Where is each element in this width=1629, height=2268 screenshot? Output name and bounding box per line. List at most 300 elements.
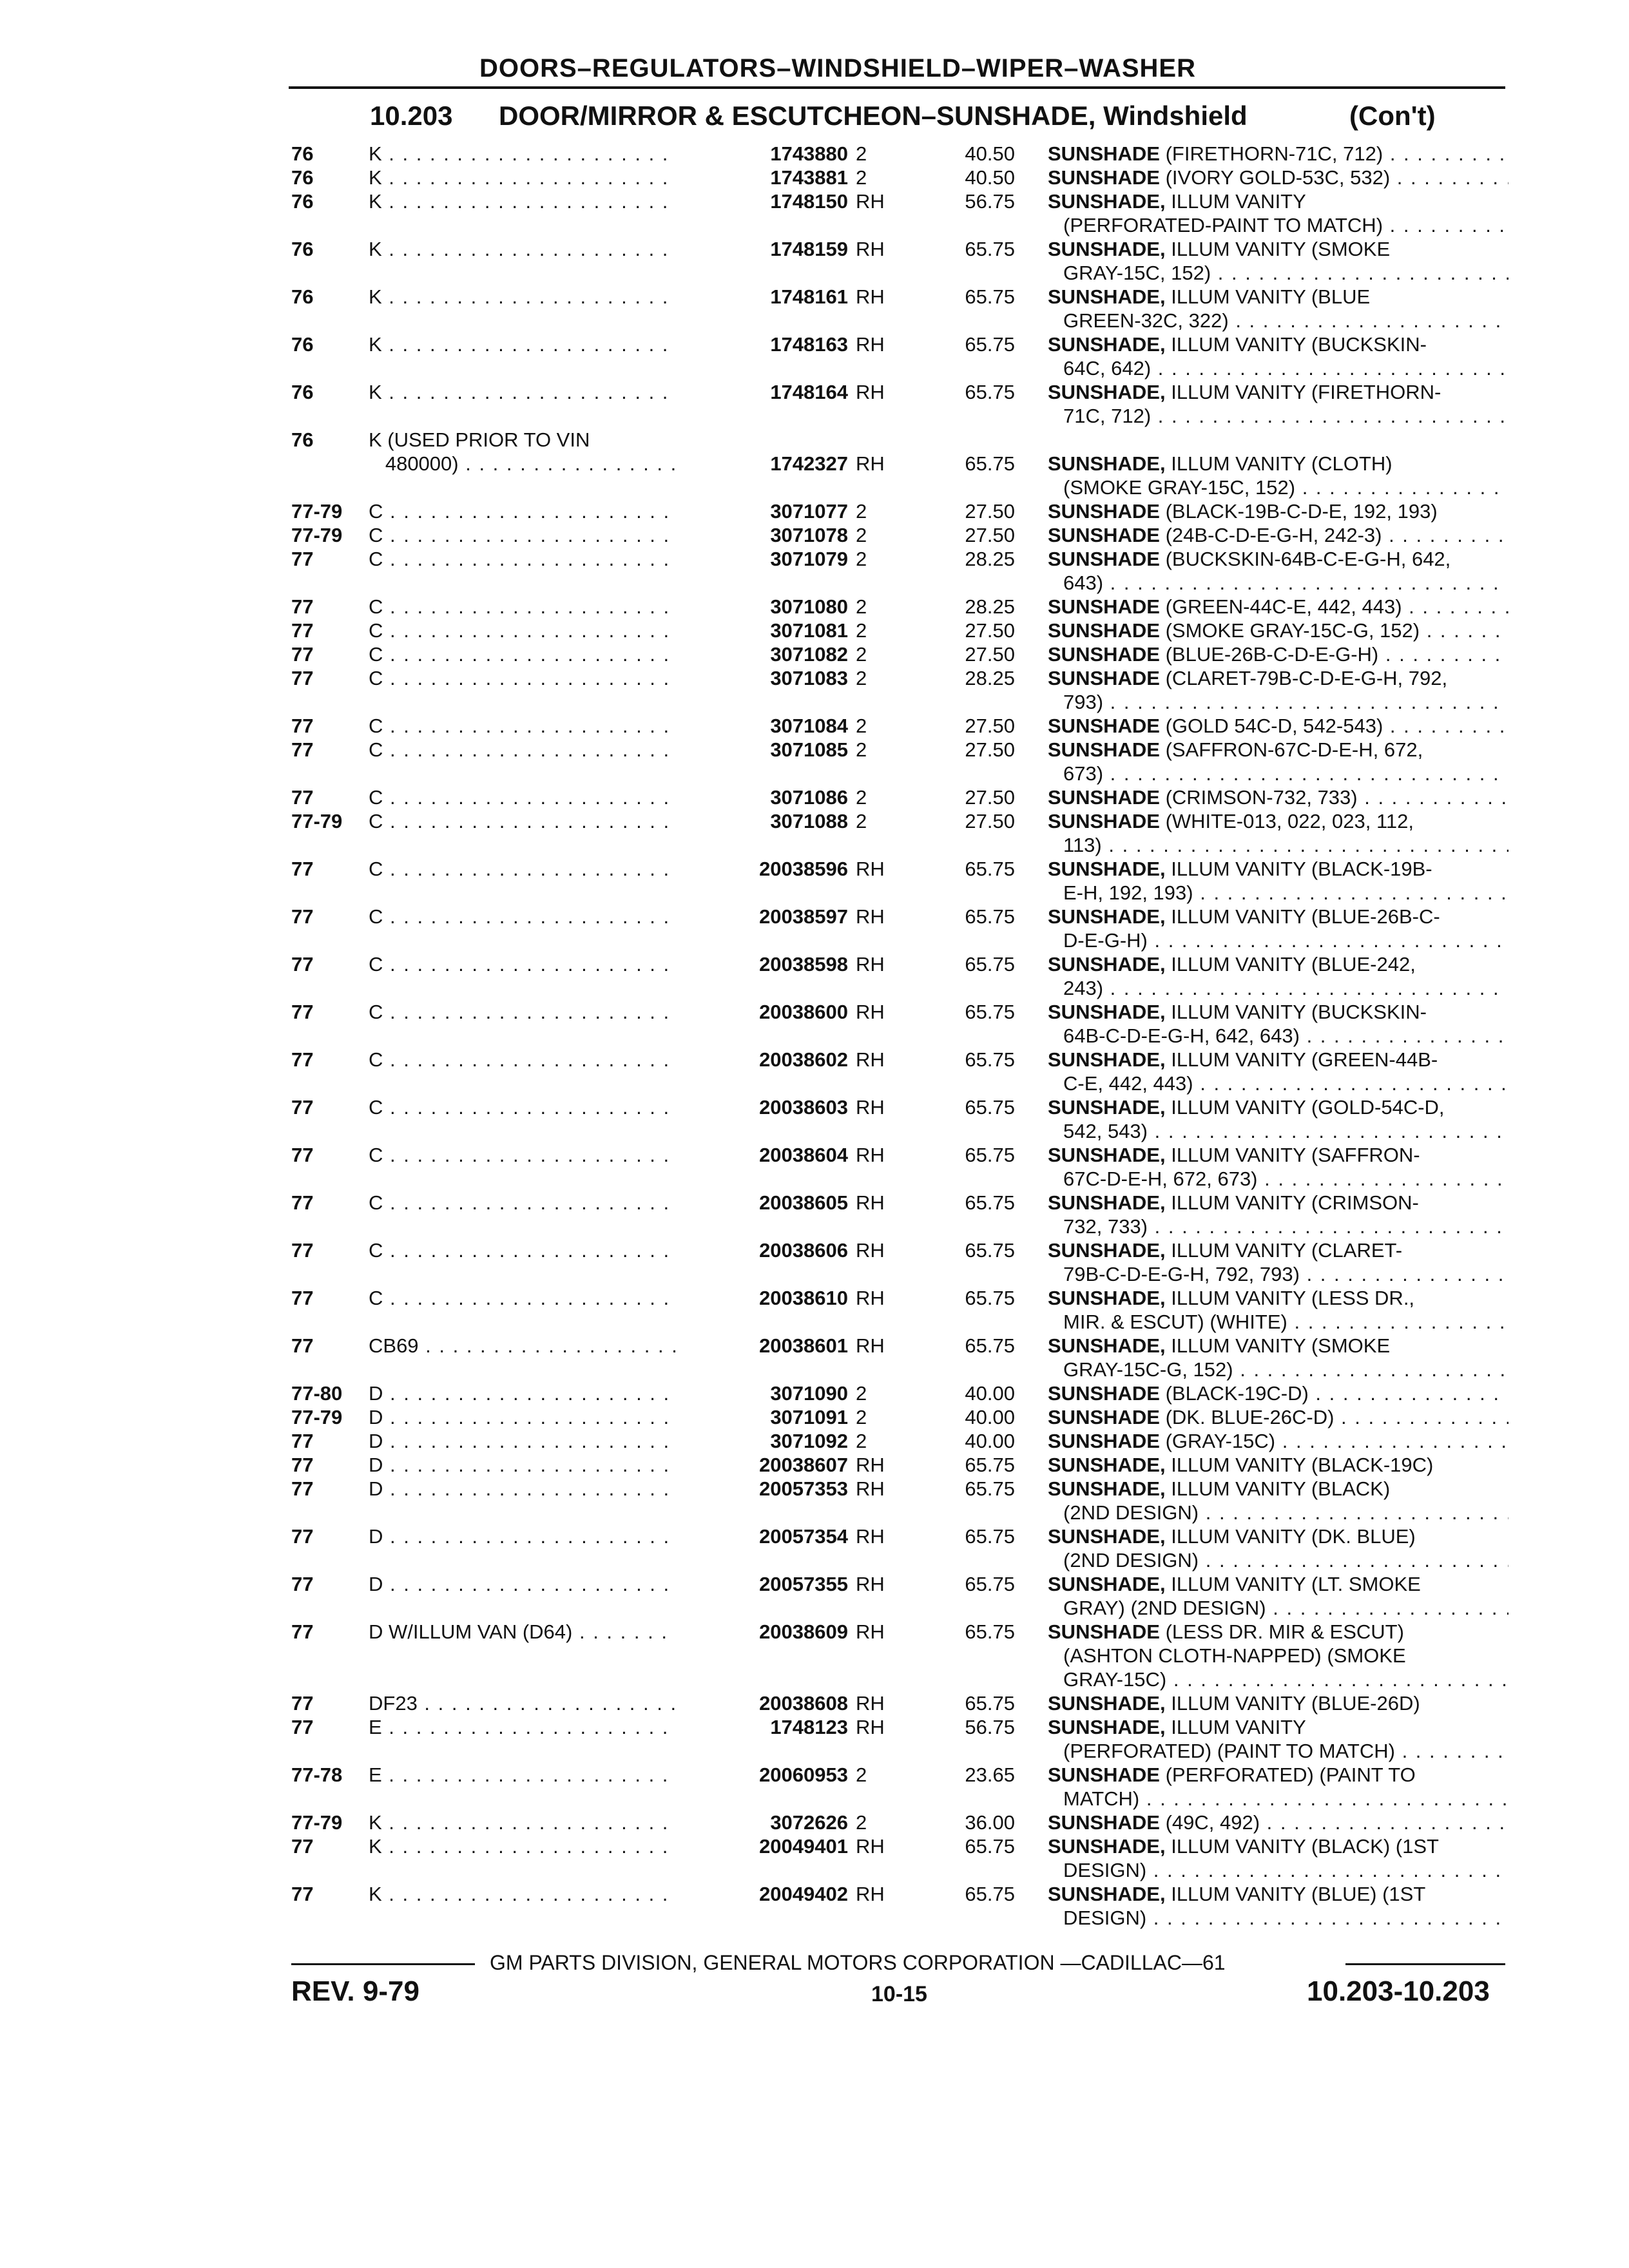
part-description xyxy=(1048,1238,1509,1262)
model-year: 77 xyxy=(291,1573,314,1595)
list-item xyxy=(0,714,1629,738)
list-item xyxy=(0,857,1629,881)
part-number: 20038601 xyxy=(677,1334,848,1358)
part-detail: ILLUM VANITY (BUCKSKIN- xyxy=(1165,1001,1427,1023)
list-item xyxy=(0,1191,1629,1215)
model-year: 77 xyxy=(291,1239,314,1262)
part-name: SUNSHADE xyxy=(1048,595,1160,618)
part-name: SUNSHADE, xyxy=(1048,1191,1166,1214)
part-detail-continued: C-E, 442, 443) xyxy=(1063,1072,1193,1095)
list-item xyxy=(0,523,1629,547)
list-item xyxy=(0,905,1629,928)
model-code: C . . . xyxy=(369,809,710,833)
part-name: SUNSHADE, xyxy=(1048,1048,1166,1071)
part-name: SUNSHADE, xyxy=(1048,1716,1166,1738)
part-description xyxy=(1048,1644,1509,1667)
part-detail: ILLUM VANITY (BLUE) (1ST xyxy=(1165,1883,1426,1905)
list-item xyxy=(0,1620,1629,1644)
part-number: 3071083 xyxy=(677,666,848,690)
part-name: SUNSHADE, xyxy=(1048,1454,1166,1476)
model-year: 77 xyxy=(291,1430,314,1452)
model-code: K . . . xyxy=(369,285,710,309)
model-year: 77-80 xyxy=(291,1382,343,1405)
part-detail-continued: 643) xyxy=(1063,572,1104,594)
price: 65.75 xyxy=(965,1692,1015,1715)
quantity: 2 xyxy=(856,1763,867,1786)
model-year: 77 xyxy=(291,1287,314,1309)
part-description xyxy=(1048,1000,1509,1024)
part-name: SUNSHADE, xyxy=(1048,1334,1166,1357)
part-description xyxy=(1048,1811,1509,1834)
part-number: 3071086 xyxy=(677,785,848,809)
list-item-continuation xyxy=(0,1667,1629,1691)
model-code: C . . . xyxy=(369,666,710,690)
model-code: C . . . xyxy=(369,714,710,738)
part-detail-continued: DESIGN) xyxy=(1063,1859,1147,1881)
quantity: RH xyxy=(856,285,885,308)
part-detail: ILLUM VANITY (CRIMSON- xyxy=(1165,1191,1419,1214)
part-name: SUNSHADE, xyxy=(1048,953,1166,975)
section-title: DOOR/MIRROR & ESCUTCHEON–SUNSHADE, Windshield xyxy=(499,101,1248,131)
footer-section-reference: 10.203-10.203 xyxy=(1307,1975,1490,2007)
model-code: K . . . xyxy=(369,1882,710,1906)
quantity: 2 xyxy=(856,1430,867,1452)
part-detail: ILLUM VANITY (BLACK) (1ST xyxy=(1165,1835,1439,1858)
part-description xyxy=(1048,1715,1509,1739)
quantity: 2 xyxy=(856,1811,867,1834)
part-detail: (BLACK-19B-C-D-E, 192, 193) xyxy=(1159,500,1438,523)
quantity: RH xyxy=(856,905,885,928)
part-detail: ILLUM VANITY (BLACK-19B- xyxy=(1165,858,1432,880)
quantity: RH xyxy=(856,1573,885,1595)
list-item xyxy=(0,1477,1629,1501)
list-item xyxy=(0,332,1629,356)
model-code: K . . . xyxy=(369,189,710,213)
list-item-continuation xyxy=(0,571,1629,595)
model-year: 76 xyxy=(291,142,314,165)
part-description xyxy=(1048,785,1509,809)
part-description xyxy=(1048,1739,1509,1763)
list-item xyxy=(0,809,1629,833)
model-code: C . . . xyxy=(369,595,710,619)
header-divider xyxy=(289,86,1505,89)
quantity: 2 xyxy=(856,619,867,642)
price: 56.75 xyxy=(965,190,1015,213)
part-name: SUNSHADE, xyxy=(1048,1239,1166,1262)
model-year: 77 xyxy=(291,1716,314,1738)
model-code: 480000) . . . xyxy=(369,452,710,476)
list-item xyxy=(0,189,1629,213)
part-name: SUNSHADE, xyxy=(1048,1573,1166,1595)
model-year: 77 xyxy=(291,1334,314,1357)
part-description xyxy=(1048,619,1509,642)
price: 65.75 xyxy=(965,1287,1015,1309)
price: 40.00 xyxy=(965,1430,1015,1452)
list-item-continuation xyxy=(0,881,1629,905)
model-code: K . . . xyxy=(369,237,710,261)
footer-rule-right xyxy=(1345,1963,1505,1965)
price: 65.75 xyxy=(965,381,1015,403)
list-item xyxy=(0,595,1629,619)
quantity: RH xyxy=(856,190,885,213)
list-item-continuation xyxy=(0,1215,1629,1238)
part-detail: (BUCKSKIN-64B-C-E-G-H, 642, xyxy=(1159,548,1451,570)
model-code: C . . . xyxy=(369,785,710,809)
quantity: RH xyxy=(856,1048,885,1071)
part-description xyxy=(1048,547,1509,571)
part-name: SUNSHADE xyxy=(1048,1811,1160,1834)
continued-label: (Con't) xyxy=(1349,101,1436,131)
part-number: 1748163 xyxy=(677,332,848,356)
price: 27.50 xyxy=(965,524,1015,546)
part-detail: (24B-C-D-E-G-H, 242-3) xyxy=(1159,524,1382,546)
part-description xyxy=(1048,1524,1509,1548)
part-detail: ILLUM VANITY (DK. BLUE) xyxy=(1165,1525,1416,1548)
page-header-title: DOORS–REGULATORS–WINDSHIELD–WIPER–WASHER xyxy=(479,54,1196,82)
model-year: 77 xyxy=(291,1096,314,1119)
part-detail: ILLUM VANITY (LT. SMOKE xyxy=(1165,1573,1421,1595)
part-number: 20038597 xyxy=(677,905,848,928)
model-year: 77 xyxy=(291,715,314,737)
part-detail-continued: (PERFORATED-PAINT TO MATCH) xyxy=(1063,214,1383,236)
quantity: RH xyxy=(856,1620,885,1643)
part-name: SUNSHADE xyxy=(1048,1430,1160,1452)
part-detail: (LESS DR. MIR & ESCUT) xyxy=(1159,1620,1404,1643)
price: 65.75 xyxy=(965,333,1015,356)
part-number: 3071091 xyxy=(677,1405,848,1429)
footer-page-number: 10-15 xyxy=(871,1982,927,2006)
section-heading xyxy=(370,101,1436,131)
part-detail-continued: 64C, 642) xyxy=(1063,357,1152,380)
list-item xyxy=(0,1811,1629,1834)
part-description xyxy=(1048,499,1509,523)
part-name: SUNSHADE xyxy=(1048,643,1160,666)
part-detail: (GRAY-15C) xyxy=(1159,1430,1276,1452)
model-year: 77 xyxy=(291,643,314,666)
quantity: RH xyxy=(856,1334,885,1357)
price: 40.50 xyxy=(965,142,1015,165)
price: 65.75 xyxy=(965,1525,1015,1548)
list-item-continuation xyxy=(0,833,1629,857)
part-detail: ILLUM VANITY (BLUE xyxy=(1165,285,1371,308)
part-number: 3071080 xyxy=(677,595,848,619)
price: 27.50 xyxy=(965,738,1015,761)
model-year: 77-79 xyxy=(291,1406,343,1428)
part-detail: ILLUM VANITY (CLOTH) xyxy=(1165,452,1393,475)
model-code: K . . . xyxy=(369,380,710,404)
part-name: SUNSHADE xyxy=(1048,1382,1160,1405)
model-code: D . . . xyxy=(369,1405,710,1429)
part-number: 20038605 xyxy=(677,1191,848,1215)
list-item xyxy=(0,1000,1629,1024)
part-name: SUNSHADE, xyxy=(1048,858,1166,880)
part-detail: ILLUM VANITY (GOLD-54C-D, xyxy=(1165,1096,1445,1119)
part-number: 20038600 xyxy=(677,1000,848,1024)
part-description xyxy=(1048,666,1509,690)
part-number: 20038604 xyxy=(677,1143,848,1167)
price: 27.50 xyxy=(965,786,1015,809)
list-item xyxy=(0,1572,1629,1596)
part-detail-continued: GRAY-15C) xyxy=(1063,1668,1167,1691)
part-name: SUNSHADE, xyxy=(1048,1477,1166,1500)
price: 40.50 xyxy=(965,166,1015,189)
list-item xyxy=(0,1453,1629,1477)
quantity: RH xyxy=(856,1716,885,1738)
list-item xyxy=(0,952,1629,976)
part-number: 1748123 xyxy=(677,1715,848,1739)
model-code: K . . . xyxy=(369,1811,710,1834)
part-detail: ILLUM VANITY (SMOKE xyxy=(1165,1334,1391,1357)
model-code: C . . . xyxy=(369,1143,710,1167)
model-code: C . . . xyxy=(369,952,710,976)
price: 23.65 xyxy=(965,1763,1015,1786)
part-name: SUNSHADE, xyxy=(1048,1883,1166,1905)
part-detail-continued: MIR. & ESCUT) (WHITE) xyxy=(1063,1311,1287,1333)
part-name: SUNSHADE xyxy=(1048,166,1160,189)
part-detail-continued: GRAY) (2ND DESIGN) xyxy=(1063,1597,1266,1619)
list-item xyxy=(0,1763,1629,1787)
part-description xyxy=(1048,1667,1509,1691)
quantity: 2 xyxy=(856,667,867,689)
list-item-continuation xyxy=(0,1024,1629,1048)
price: 36.00 xyxy=(965,1811,1015,1834)
list-item-continuation xyxy=(0,1072,1629,1095)
list-item-continuation xyxy=(0,1858,1629,1882)
part-detail-continued: (PERFORATED) (PAINT TO MATCH) xyxy=(1063,1740,1395,1762)
price: 40.00 xyxy=(965,1406,1015,1428)
quantity: RH xyxy=(856,1144,885,1166)
price: 65.75 xyxy=(965,1001,1015,1023)
list-item xyxy=(0,666,1629,690)
part-description xyxy=(1048,261,1509,285)
model-year: 77-78 xyxy=(291,1763,343,1786)
list-item xyxy=(0,499,1629,523)
part-number: 3071082 xyxy=(677,642,848,666)
part-number: 20038610 xyxy=(677,1286,848,1310)
part-name: SUNSHADE, xyxy=(1048,238,1166,260)
model-year: 77-79 xyxy=(291,1811,343,1834)
quantity: 2 xyxy=(856,810,867,832)
model-code: K . . . xyxy=(369,1834,710,1858)
model-year: 76 xyxy=(291,166,314,189)
part-detail: ILLUM VANITY (BUCKSKIN- xyxy=(1165,333,1427,356)
quantity: RH xyxy=(856,1477,885,1500)
model-year: 77-79 xyxy=(291,810,343,832)
part-description xyxy=(1048,1906,1509,1930)
part-detail: (SAFFRON-67C-D-E-H, 672, xyxy=(1159,738,1423,761)
part-number: 3071077 xyxy=(677,499,848,523)
part-name: SUNSHADE, xyxy=(1048,1144,1166,1166)
model-code: E . . . xyxy=(369,1763,710,1787)
model-code: D . . . xyxy=(369,1477,710,1501)
part-name: SUNSHADE, xyxy=(1048,905,1166,928)
part-detail: ILLUM VANITY (BLACK) xyxy=(1165,1477,1391,1500)
part-description xyxy=(1048,1477,1509,1501)
part-description xyxy=(1048,380,1509,404)
part-description xyxy=(1048,356,1509,380)
part-name: SUNSHADE xyxy=(1048,524,1160,546)
part-name: SUNSHADE, xyxy=(1048,285,1166,308)
model-year: 77 xyxy=(291,1692,314,1715)
model-code: D . . . xyxy=(369,1453,710,1477)
price: 65.75 xyxy=(965,285,1015,308)
model-code: K . . . xyxy=(369,166,710,189)
list-item xyxy=(0,1334,1629,1358)
model-year: 77 xyxy=(291,1001,314,1023)
part-description xyxy=(1048,1381,1509,1405)
part-number: 3071092 xyxy=(677,1429,848,1453)
section-number: 10.203 xyxy=(370,101,453,131)
part-name: SUNSHADE, xyxy=(1048,1096,1166,1119)
price: 65.75 xyxy=(965,1048,1015,1071)
part-description xyxy=(1048,1215,1509,1238)
part-number: 1748159 xyxy=(677,237,848,261)
part-description xyxy=(1048,571,1509,595)
part-detail-continued: 79B-C-D-E-G-H, 792, 793) xyxy=(1063,1263,1300,1285)
part-description xyxy=(1048,809,1509,833)
quantity: RH xyxy=(856,1692,885,1715)
quantity: RH xyxy=(856,1287,885,1309)
list-item-continuation xyxy=(0,1119,1629,1143)
model-year: 77 xyxy=(291,786,314,809)
part-description xyxy=(1048,1095,1509,1119)
list-item xyxy=(0,166,1629,189)
list-item xyxy=(0,619,1629,642)
part-description xyxy=(1048,1286,1509,1310)
part-number: 20038603 xyxy=(677,1095,848,1119)
part-number: 20038608 xyxy=(677,1691,848,1715)
part-name: SUNSHADE, xyxy=(1048,381,1166,403)
list-item-continuation xyxy=(0,261,1629,285)
list-item xyxy=(0,1691,1629,1715)
model-year: 77 xyxy=(291,905,314,928)
price: 65.75 xyxy=(965,1144,1015,1166)
part-number: 3072626 xyxy=(677,1811,848,1834)
quantity: 2 xyxy=(856,500,867,523)
part-description xyxy=(1048,1572,1509,1596)
part-number: 20057355 xyxy=(677,1572,848,1596)
part-detail-continued: GRAY-15C-G, 152) xyxy=(1063,1358,1233,1381)
part-name: SUNSHADE xyxy=(1048,1406,1160,1428)
quantity: 2 xyxy=(856,1406,867,1428)
model-year: 77 xyxy=(291,1525,314,1548)
part-description xyxy=(1048,881,1509,905)
price: 65.75 xyxy=(965,953,1015,975)
part-name: SUNSHADE xyxy=(1048,810,1160,832)
list-item-continuation xyxy=(0,213,1629,237)
part-name: SUNSHADE xyxy=(1048,1620,1160,1643)
price: 65.75 xyxy=(965,1620,1015,1643)
quantity: RH xyxy=(856,953,885,975)
quantity: 2 xyxy=(856,643,867,666)
quantity: RH xyxy=(856,333,885,356)
part-detail: ILLUM VANITY (CLARET- xyxy=(1165,1239,1403,1262)
part-detail-continued: 71C, 712) xyxy=(1063,405,1152,427)
part-detail-continued: MATCH) xyxy=(1063,1787,1140,1810)
part-description xyxy=(1048,1787,1509,1811)
model-code: C . . . xyxy=(369,499,710,523)
part-description xyxy=(1048,1596,1509,1620)
part-description xyxy=(1048,952,1509,976)
list-item xyxy=(0,1524,1629,1548)
part-detail: ILLUM VANITY (BLUE-26D) xyxy=(1165,1692,1420,1715)
part-name: SUNSHADE, xyxy=(1048,1525,1166,1548)
part-description xyxy=(1048,1310,1509,1334)
list-item xyxy=(0,1715,1629,1739)
part-number: 20057354 xyxy=(677,1524,848,1548)
quantity: 2 xyxy=(856,715,867,737)
price: 65.75 xyxy=(965,1191,1015,1214)
model-year: 77 xyxy=(291,1835,314,1858)
quantity: RH xyxy=(856,1096,885,1119)
part-detail: ILLUM VANITY (LESS DR., xyxy=(1165,1287,1415,1309)
model-code: C . . . xyxy=(369,1095,710,1119)
price: 28.25 xyxy=(965,595,1015,618)
part-description xyxy=(1048,1334,1509,1358)
part-description xyxy=(1048,189,1509,213)
price: 56.75 xyxy=(965,1716,1015,1738)
part-name: SUNSHADE, xyxy=(1048,1835,1166,1858)
model-code: D . . . xyxy=(369,1572,710,1596)
model-year: 77 xyxy=(291,1048,314,1071)
part-description xyxy=(1048,1620,1509,1644)
model-code: C . . . xyxy=(369,547,710,571)
price: 27.50 xyxy=(965,619,1015,642)
price: 65.75 xyxy=(965,905,1015,928)
parts-list xyxy=(0,142,1629,1930)
part-number: 1748164 xyxy=(677,380,848,404)
list-item-continuation xyxy=(0,404,1629,428)
part-number: 1743880 xyxy=(677,142,848,166)
part-name: SUNSHADE, xyxy=(1048,1692,1166,1715)
part-description xyxy=(1048,976,1509,1000)
list-item xyxy=(0,452,1629,476)
part-description xyxy=(1048,738,1509,762)
part-name: SUNSHADE xyxy=(1048,786,1160,809)
model-code: K . . . xyxy=(369,142,710,166)
part-description xyxy=(1048,1191,1509,1215)
part-detail-continued: (2ND DESIGN) xyxy=(1063,1549,1199,1571)
part-detail: (IVORY GOLD-53C, 532) xyxy=(1159,166,1391,189)
model-year: 77-79 xyxy=(291,524,343,546)
model-code: K (USED PRIOR TO VIN xyxy=(369,428,590,451)
model-year: 77 xyxy=(291,1620,314,1643)
list-item-continuation xyxy=(0,928,1629,952)
quantity: 2 xyxy=(856,142,867,165)
part-detail: ILLUM VANITY (GREEN-44B- xyxy=(1165,1048,1438,1071)
part-detail-continued: 64B-C-D-E-G-H, 642, 643) xyxy=(1063,1024,1300,1047)
model-year: 77 xyxy=(291,738,314,761)
list-item-continuation xyxy=(0,1906,1629,1930)
model-code: C . . . xyxy=(369,1238,710,1262)
price: 65.75 xyxy=(965,1096,1015,1119)
footer-revision: REV. 9-79 xyxy=(291,1975,419,2007)
part-detail-continued: 67C-D-E-H, 672, 673) xyxy=(1063,1168,1258,1190)
part-detail: (WHITE-013, 022, 023, 112, xyxy=(1159,810,1414,832)
part-description xyxy=(1048,1358,1509,1381)
list-item xyxy=(0,1048,1629,1072)
price: 65.75 xyxy=(965,1334,1015,1357)
part-description xyxy=(1048,1691,1509,1715)
price: 27.50 xyxy=(965,643,1015,666)
model-code: C . . . xyxy=(369,642,710,666)
part-detail: (DK. BLUE-26C-D) xyxy=(1159,1406,1335,1428)
part-detail-continued: 732, 733) xyxy=(1063,1215,1148,1238)
model-year: 76 xyxy=(291,190,314,213)
list-item xyxy=(0,237,1629,261)
quantity: RH xyxy=(856,1525,885,1548)
part-detail: ILLUM VANITY (BLUE-26B-C- xyxy=(1165,905,1440,928)
